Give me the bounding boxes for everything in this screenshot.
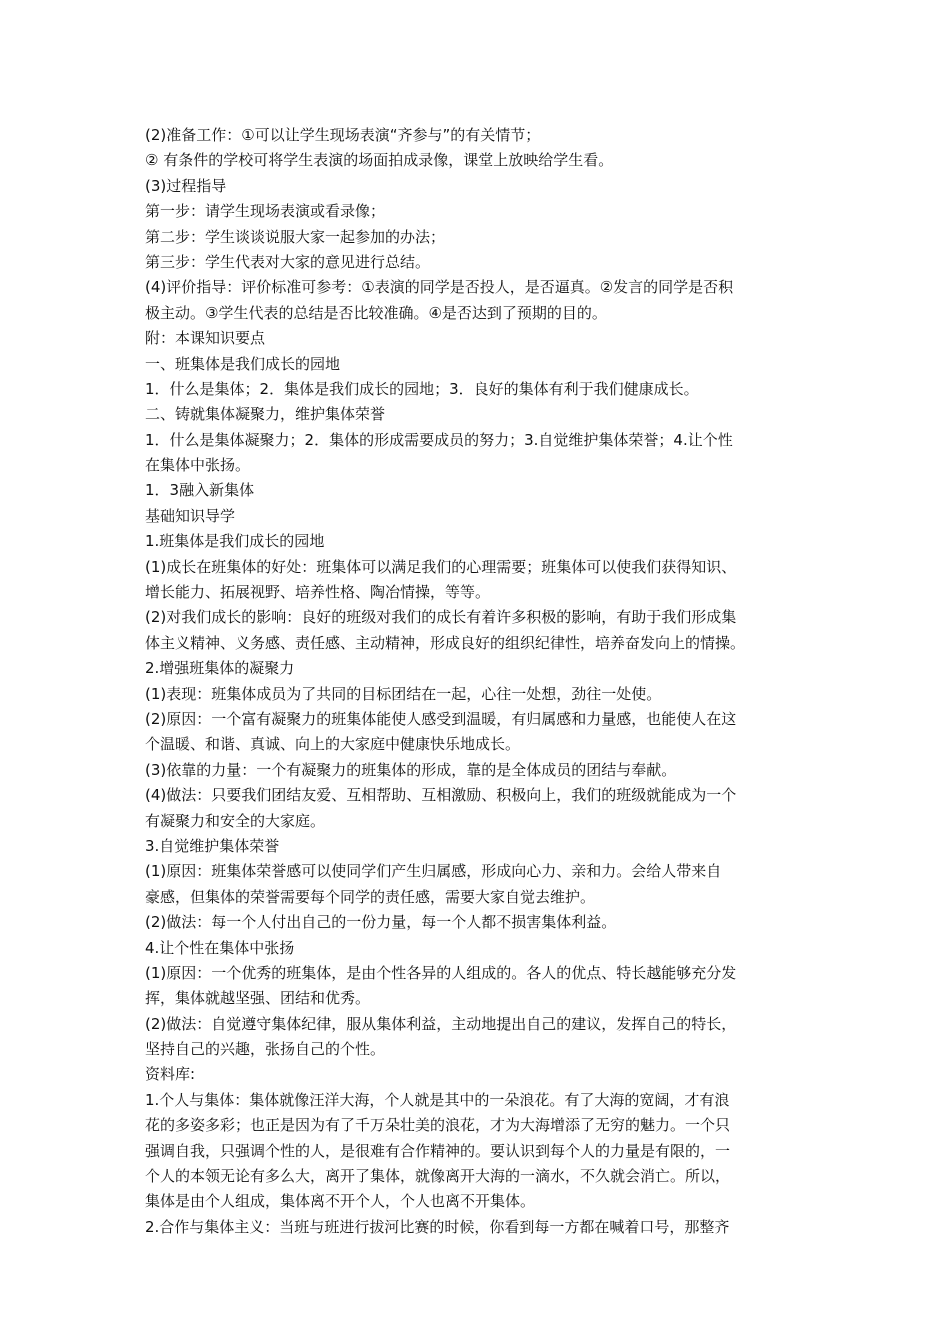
text-line: (4)做法：只要我们团结友爱、互相帮助、互相激励、积极向上，我们的班级就能成为一个	[145, 786, 737, 805]
text-line: (1)原因：一个优秀的班集体，是由个性各异的人组成的。各人的优点、特长越能够充分发	[145, 963, 737, 982]
text-line: 2.增强班集体的凝聚力	[145, 659, 295, 678]
text-line: (2)对我们成长的影响：良好的班级对我们的成长有着许多积极的影响，有助于我们形成集	[145, 608, 737, 627]
text-line: 附：本课知识要点	[145, 329, 266, 348]
text-line: (1)原因：班集体荣誉感可以使同学们产生归属感，形成向心力、亲和力。会给人带来自	[145, 862, 722, 881]
text-line: 在集体中张扬。	[145, 456, 251, 475]
text-line: 3.自觉维护集体荣誉	[145, 836, 280, 855]
text-line: 1.个人与集体：集体就像汪洋大海，个人就是其中的一朵浪花。有了大海的宽阔，才有浪	[145, 1090, 730, 1109]
text-line: 增长能力、拓展视野、培养性格、陶冶情操，等等。	[145, 583, 491, 602]
text-line: 4.让个性在集体中张扬	[145, 938, 295, 957]
text-line: 基础知识导学	[145, 506, 236, 525]
text-line: 极主动。③学生代表的总结是否比较准确。④是否达到了预期的目的。	[145, 303, 607, 322]
text-line: 第一步：请学生现场表演或看录像；	[145, 202, 386, 221]
text-line: (1)表现：班集体成员为了共同的目标团结在一起，心往一处想，劲往一处使。	[145, 684, 662, 703]
text-line: 豪感，但集体的荣誉需要每个同学的责任感，需要大家自觉去维护。	[145, 887, 596, 906]
text-line: ② 有条件的学校可将学生表演的场面拍成录像，课堂上放映给学生看。	[145, 151, 614, 170]
text-line: 个温暖、和谐、真诚、向上的大家庭中健康快乐地成长。	[145, 735, 521, 754]
document-page	[145, 123, 813, 1240]
text-line: 1.班集体是我们成长的园地	[145, 532, 325, 551]
text-line: 坚持自己的兴趣，张扬自己的个性。	[145, 1040, 386, 1059]
text-line: (2)准备工作：①可以让学生现场表演“齐参与”的有关情节；	[145, 126, 541, 144]
text-line: 资料库:	[145, 1065, 196, 1084]
text-line: 挥，集体就越坚强、团结和优秀。	[145, 989, 371, 1008]
text-line: 2.合作与集体主义：当班与班进行拔河比赛的时候，你看到每一方都在喊着口号，那整齐	[145, 1217, 730, 1236]
text-line: 第三步：学生代表对大家的意见进行总结。	[145, 252, 431, 271]
text-line: (2)原因：一个富有凝聚力的班集体能使人感受到温暖，有归属感和力量感，也能使人在这	[145, 709, 737, 728]
text-line: 一、班集体是我们成长的园地	[145, 354, 341, 373]
text-line: (3)过程指导	[145, 176, 227, 195]
text-line: 集体是由个人组成，集体离不开个人，个人也离不开集体。	[145, 1192, 536, 1211]
text-line: (4)评价指导：评价标准可参考：①表演的同学是否投人，是否逼真。②发言的同学是否积	[145, 278, 734, 297]
text-line: 花的多姿多彩；也正是因为有了千万朵壮美的浪花，才为大海增添了无穷的魅力。一个只	[145, 1116, 731, 1135]
text-line: 二、铸就集体凝聚力，维护集体荣誉	[145, 405, 386, 424]
text-line: 1．什么是集体凝聚力；2．集体的形成需要成员的努力；3.自觉维护集体荣誉；4.让个性	[145, 430, 733, 449]
text-line: 强调自我，只强调个性的人，是很难有合作精神的。要认识到每个人的力量是有限的，一	[145, 1141, 731, 1160]
text-line: 1．3融入新集体	[145, 481, 255, 500]
text-line: (1)成长在班集体的好处：班集体可以满足我们的心理需要；班集体可以使我们获得知识、	[145, 557, 737, 576]
text-line: 有凝聚力和安全的大家庭。	[145, 811, 326, 830]
text-line: 第二步：学生谈谈说服大家一起参加的办法；	[145, 227, 446, 246]
text-line: (2)做法：每一个人付出自己的一份力量，每一个人都不损害集体利益。	[145, 913, 617, 932]
text-line: 体主义精神、义务感、责任感、主动精神，形成良好的组织纪律性，培养奋发向上的情操。	[145, 633, 746, 652]
text-line: 个人的本领无论有多么大，离开了集体，就像离开大海的一滴水，不久就会消亡。所以，	[145, 1167, 731, 1186]
text-line: (2)做法：自觉遵守集体纪律，服从集体利益，主动地提出自己的建议，发挥自己的特长，	[145, 1014, 737, 1033]
text-line: (3)依靠的力量：一个有凝聚力的班集体的形成，靠的是全体成员的团结与奉献。	[145, 760, 677, 779]
text-line: 1．什么是集体；2．集体是我们成长的园地；3．良好的集体有利于我们健康成长。	[145, 379, 699, 398]
